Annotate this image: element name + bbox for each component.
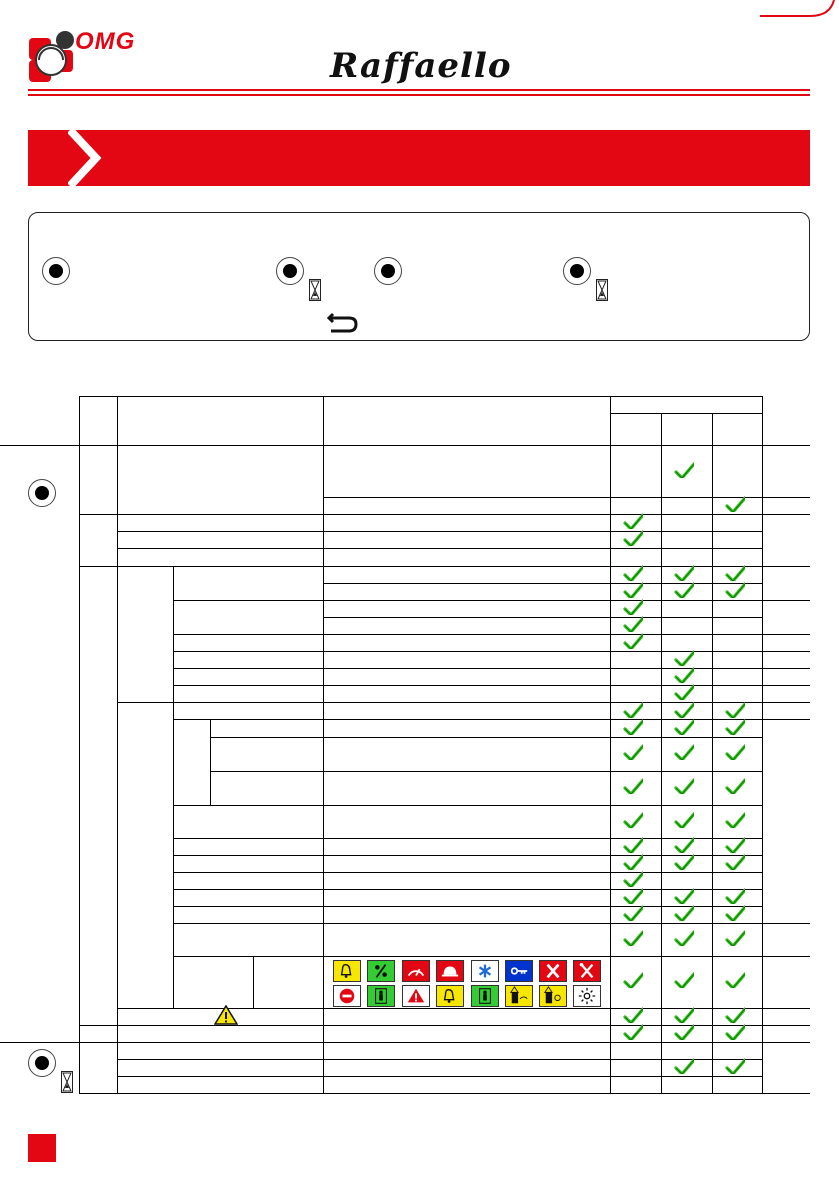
check-icon: [725, 496, 745, 512]
tools-icon: [573, 960, 601, 982]
check-icon: [623, 565, 643, 581]
row-rule: [117, 531, 762, 532]
check-icon: [623, 905, 643, 921]
table-header-top-rule: [79, 396, 762, 397]
check-icon: [674, 1024, 694, 1040]
check-icon: [623, 633, 643, 649]
no-entry-icon: [333, 985, 361, 1007]
row-rule: [79, 1093, 810, 1094]
check-icon: [674, 650, 694, 666]
controls-box: [28, 212, 810, 341]
check-icon: [725, 582, 745, 598]
elevator-warning-icon: [505, 985, 533, 1007]
row-rule: [0, 1042, 810, 1043]
check-icon: [623, 513, 643, 529]
knob-press-icon: [42, 257, 70, 285]
speedometer-icon: [402, 960, 430, 982]
light-icon: [573, 985, 601, 1007]
check-icon: [725, 888, 745, 904]
check-icon: [674, 812, 694, 828]
knob-press-icon: [276, 257, 304, 285]
check-icon: [674, 744, 694, 760]
key-icon: [505, 960, 533, 982]
check-icon: [674, 905, 694, 921]
header-rule-bottom: [28, 94, 810, 96]
knob-press-icon: [563, 257, 591, 285]
check-icon: [623, 1007, 643, 1023]
check-icon: [674, 888, 694, 904]
check-icon: [725, 719, 745, 735]
check-icon: [725, 744, 745, 760]
col-line: [323, 396, 324, 1093]
row-rule: [117, 1059, 762, 1060]
check-icon: [674, 837, 694, 853]
check-icon: [725, 972, 745, 988]
check-icon: [623, 930, 643, 946]
check-icon: [674, 462, 694, 478]
check-icon: [725, 905, 745, 921]
table-header-bottom-rule: [0, 445, 810, 446]
check-icon: [623, 972, 643, 988]
check-icon: [725, 702, 745, 718]
row-rule: [117, 702, 810, 703]
col-line: [173, 566, 174, 1008]
row-rule: [210, 771, 762, 772]
check-icon: [623, 702, 643, 718]
col-line: [253, 956, 254, 1008]
knob-press-icon: [374, 257, 402, 285]
check-icon: [623, 854, 643, 870]
row-rule: [173, 634, 810, 635]
row-rule: [210, 737, 762, 738]
check-icon: [623, 871, 643, 887]
check-icon: [674, 972, 694, 988]
header-rule-top: [28, 89, 810, 91]
knob-press-icon: [28, 479, 56, 507]
page-marker: [28, 1134, 56, 1162]
check-icon: [674, 778, 694, 794]
check-icon: [674, 565, 694, 581]
row-rule: [117, 548, 762, 549]
chevron-right-icon: [68, 130, 128, 186]
check-icon: [725, 854, 745, 870]
row-rule: [173, 872, 762, 873]
row-rule: [173, 668, 810, 669]
helmet-icon: [436, 960, 464, 982]
cross-icon: [539, 960, 567, 982]
hourglass-icon: [61, 1071, 73, 1093]
row-rule: [117, 1076, 762, 1077]
row-rule: [79, 1025, 810, 1026]
warning-triangle-icon: [402, 985, 430, 1007]
warning-triangle-icon: [214, 1005, 238, 1025]
check-icon: [623, 778, 643, 794]
elevator-person-icon: [471, 985, 499, 1007]
row-rule: [323, 583, 762, 584]
col-line: [712, 413, 713, 1093]
row-rule: [173, 600, 810, 601]
check-icon: [725, 1007, 745, 1023]
medical-star-icon: [471, 960, 499, 982]
hourglass-icon: [596, 279, 608, 301]
elevator-person-icon: [367, 985, 395, 1007]
elevator-alert-icon: [539, 985, 567, 1007]
omg-logo: [27, 28, 136, 84]
check-icon: [725, 930, 745, 946]
corner-arc: [760, 0, 839, 20]
check-icon: [674, 1058, 694, 1074]
check-icon: [674, 930, 694, 946]
section-banner: [28, 130, 810, 186]
return-arrow-icon: [327, 309, 359, 335]
check-icon: [674, 582, 694, 598]
col-line: [661, 413, 662, 1093]
knob-press-icon: [28, 1049, 56, 1077]
row-rule: [173, 719, 810, 720]
row-rule: [79, 514, 810, 515]
col-line: [762, 396, 763, 1093]
bell-icon: [333, 960, 361, 982]
check-icon: [623, 582, 643, 598]
percent-icon: [367, 960, 395, 982]
check-icon: [725, 837, 745, 853]
check-icon: [623, 744, 643, 760]
row-rule: [79, 566, 810, 567]
check-icon: [623, 530, 643, 546]
col-line: [79, 396, 80, 1093]
row-rule: [173, 805, 762, 806]
check-icon: [725, 812, 745, 828]
col-line: [117, 396, 118, 1093]
row-rule: [323, 617, 762, 618]
check-icon: [674, 702, 694, 718]
row-rule: [173, 923, 810, 924]
check-icon: [623, 616, 643, 632]
col-line: [610, 396, 611, 1093]
check-icon: [623, 1024, 643, 1040]
check-icon: [674, 684, 694, 700]
row-rule: [173, 651, 810, 652]
check-icon: [623, 812, 643, 828]
check-icon: [725, 1058, 745, 1074]
bell-icon: [436, 985, 464, 1007]
check-icon: [623, 837, 643, 853]
check-icon: [623, 719, 643, 735]
check-icon: [674, 1007, 694, 1023]
table-header-group-rule: [610, 413, 762, 414]
check-icon: [674, 667, 694, 683]
check-icon: [674, 854, 694, 870]
product-title: Raffaello: [330, 46, 512, 86]
check-icon: [623, 888, 643, 904]
logo-text: OMG: [75, 28, 136, 55]
row-rule: [173, 956, 810, 957]
row-rule: [173, 685, 810, 686]
hourglass-icon: [309, 279, 321, 301]
check-icon: [674, 719, 694, 735]
check-icon: [623, 599, 643, 615]
check-icon: [725, 565, 745, 581]
check-icon: [725, 778, 745, 794]
check-icon: [725, 1024, 745, 1040]
col-line: [210, 719, 211, 805]
